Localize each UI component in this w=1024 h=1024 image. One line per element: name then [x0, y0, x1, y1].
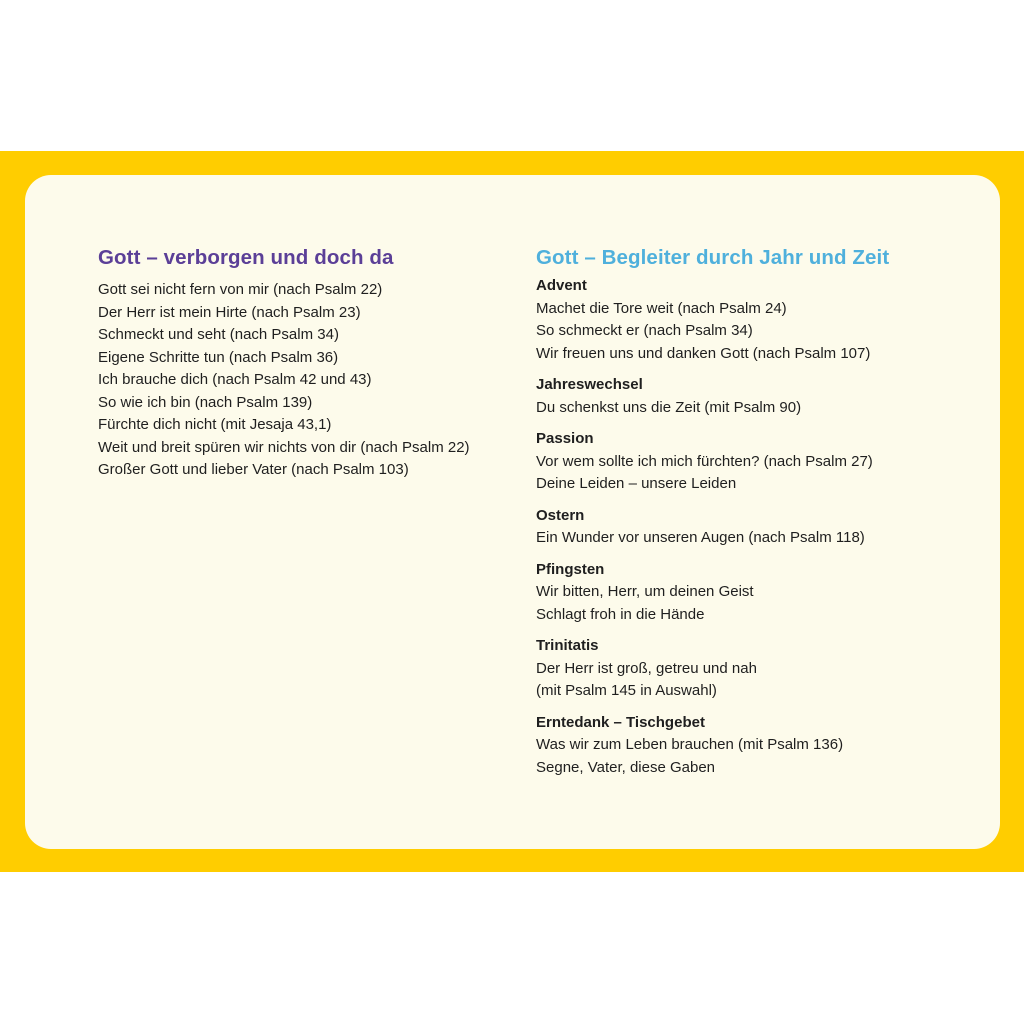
list-item: Der Herr ist mein Hirte (nach Psalm 23)	[98, 303, 361, 321]
section-title: Pfingsten	[536, 560, 605, 578]
list-item: Ich brauche dich (nach Psalm 42 und 43)	[98, 371, 372, 388]
right-heading: Gott – Begleiter durch Jahr und Zeit	[536, 246, 890, 269]
section-title: Trinitatis	[536, 637, 599, 654]
list-item: Du schenkst uns die Zeit (mit Psalm 90)	[536, 398, 802, 416]
section-passion	[536, 428, 966, 496]
list-item: Eigene Schritte tun (nach Psalm 36)	[98, 348, 339, 366]
list-item: So wie ich bin (nach Psalm 139)	[98, 393, 313, 411]
section-title: Erntedank – Tischgebet	[536, 713, 705, 731]
left-column	[98, 245, 518, 482]
section-advent	[536, 275, 966, 365]
section-pfingsten	[536, 559, 966, 627]
section-title: Jahreswechsel	[536, 376, 643, 393]
list-item: (mit Psalm 145 in Auswahl)	[536, 682, 717, 699]
yellow-frame	[0, 151, 1024, 872]
list-item: Was wir zum Leben brauchen (mit Psalm 136)	[536, 736, 844, 753]
list-item: Fürchte dich nicht (mit Jesaja 43,1)	[98, 416, 332, 433]
list-item: Schmeckt und seht (nach Psalm 34)	[98, 326, 339, 343]
list-item: Weit und breit spüren wir nichts von dir (nach Psalm 22)	[98, 438, 470, 456]
list-item: Vor wem sollte ich mich fürchten? (nach Psalm 27)	[536, 452, 873, 470]
section-ostern	[536, 505, 966, 550]
list-item: Großer Gott und lieber Vater (nach Psalm 103)	[98, 461, 409, 478]
list-item: Wir freuen uns und danken Gott (nach Psalm 107)	[536, 344, 871, 362]
section-jahreswechsel	[536, 374, 966, 419]
left-list	[98, 279, 518, 482]
list-item: Segne, Vater, diese Gaben	[536, 758, 716, 776]
right-column	[536, 245, 966, 788]
list-item: Machet die Tore weit (nach Psalm 24)	[536, 299, 787, 317]
list-item: So schmeckt er (nach Psalm 34)	[536, 322, 753, 339]
list-item: Wir bitten, Herr, um deinen Geist	[536, 583, 754, 600]
section-title: Advent	[536, 277, 587, 294]
list-item: Gott sei nicht fern von mir (nach Psalm 22)	[98, 281, 383, 298]
list-item: Schlagt froh in die Hände	[536, 605, 705, 623]
section-title: Passion	[536, 430, 594, 447]
content-card	[25, 175, 1000, 849]
section-trinitatis	[536, 635, 966, 703]
section-title: Ostern	[536, 506, 585, 524]
list-item: Der Herr ist groß, getreu und nah	[536, 659, 757, 677]
list-item: Ein Wunder vor unseren Augen (nach Psalm 118)	[536, 529, 865, 546]
list-item: Deine Leiden – unsere Leiden	[536, 475, 737, 492]
left-heading: Gott – verborgen und doch da	[98, 246, 394, 269]
section-erntedank	[536, 712, 966, 780]
